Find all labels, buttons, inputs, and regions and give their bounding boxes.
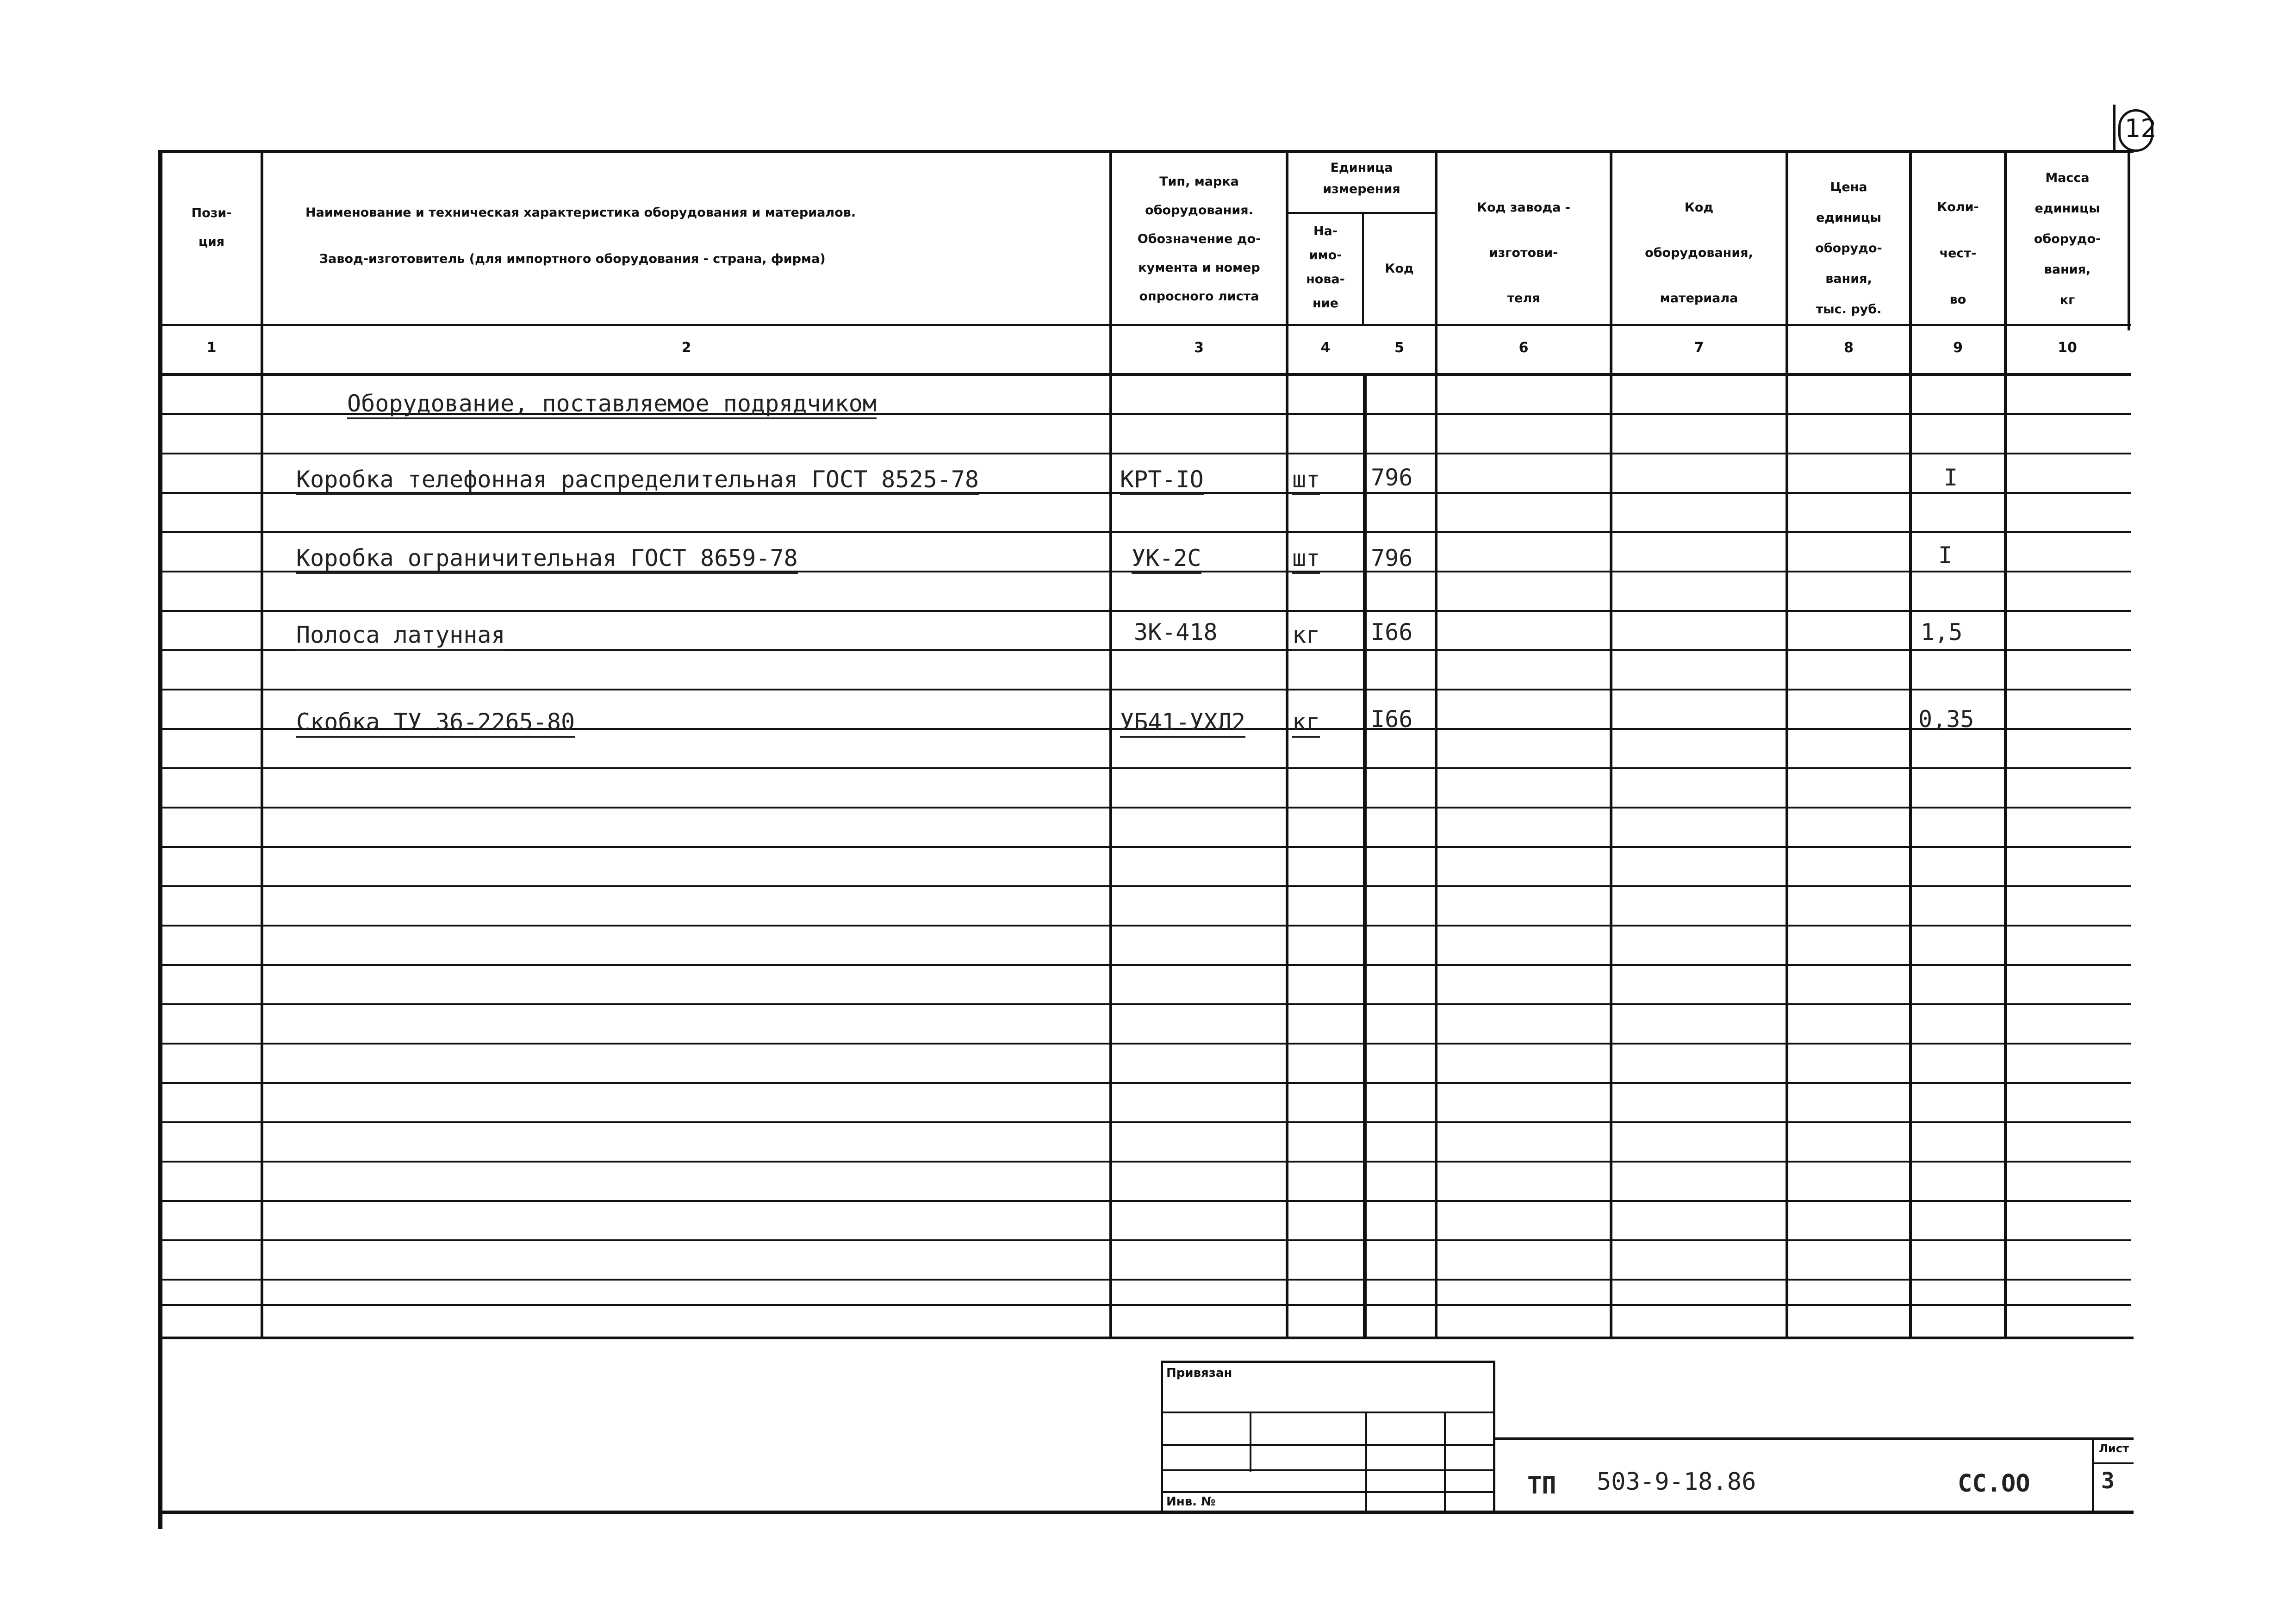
row-4-unit: кг <box>1292 708 1320 738</box>
col-number-9: 9 <box>1953 340 1963 356</box>
col-number-5: 5 <box>1394 340 1404 356</box>
row-2-type: УК-2С <box>1132 544 1201 574</box>
row-3-type: ЗК-418 <box>1134 619 1218 646</box>
header-mass: Масса единицы оборудо- вания, кг <box>2034 171 2101 307</box>
row-2-code: 796 <box>1371 545 1413 572</box>
doc-code: СС.ОО <box>1958 1470 2030 1498</box>
col-number-4: 4 <box>1320 340 1331 356</box>
page-mark-number: 12 <box>2125 114 2157 143</box>
header-equipment-code: Код оборудования, материала <box>1645 200 1753 305</box>
row-1-type: КРТ-IO <box>1120 466 1204 495</box>
col-number-10: 10 <box>2058 340 2077 356</box>
row-4-code: I66 <box>1371 706 1413 733</box>
row-2-qty: I <box>1938 542 1953 569</box>
row-1-name: Коробка телефонная распределительная ГОСТ 8525-78 <box>296 466 979 495</box>
header-name: Наименование и техническая характеристика оборудования и материалов. Завод-изготовитель (для импортного оборудования - страна, фирма) <box>305 205 856 266</box>
col-number-7: 7 <box>1694 340 1704 356</box>
col-number-6: 6 <box>1518 340 1529 356</box>
row-1-qty: I <box>1944 464 1958 491</box>
doc-number: 503-9-18.86 <box>1597 1468 1756 1496</box>
row-4-type: УБ41-УХЛ2 <box>1120 708 1245 738</box>
header-unit-group: Единица измерения <box>1323 161 1400 196</box>
bound-label: Привязан <box>1166 1366 1232 1380</box>
inventory-label: Инв. № <box>1166 1495 1216 1509</box>
header-price: Цена единицы оборудо- вания, тыс. руб. <box>1815 180 1882 317</box>
header-unit-name: На- имо- нова- ние <box>1306 224 1345 311</box>
row-4-name: Скобка ТУ 36-2265-80 <box>296 708 575 738</box>
row-3-unit: кг <box>1292 621 1320 651</box>
sheet-label: Лист <box>2099 1442 2129 1455</box>
row-2-unit: шт <box>1292 544 1320 574</box>
col-number-8: 8 <box>1844 340 1854 356</box>
row-4-qty: 0,35 <box>1918 706 1974 733</box>
doc-prefix: ТП <box>1527 1472 1556 1499</box>
row-1-code: 796 <box>1371 464 1413 491</box>
row-3-qty: 1,5 <box>1921 619 1963 646</box>
row-3-name: Полоса латунная <box>296 621 505 651</box>
sheet-number: 3 <box>2101 1468 2115 1494</box>
col-number-2: 2 <box>681 340 691 356</box>
row-1-unit: шт <box>1292 466 1320 495</box>
header-unit-code: Код <box>1385 261 1414 276</box>
col-number-1: 1 <box>206 340 217 356</box>
row-3-code: I66 <box>1371 619 1413 646</box>
header-quantity: Коли- чест- во <box>1937 200 1979 307</box>
header-position: Пози- ция <box>191 206 232 249</box>
section-title: Оборудование, поставляемое подрядчиком <box>347 390 877 419</box>
header-type: Тип, марка оборудования. Обозначение до- кумента и номер опросного листа <box>1137 174 1261 304</box>
col-number-3: 3 <box>1194 340 1204 356</box>
row-2-name: Коробка ограничительная ГОСТ 8659-78 <box>296 544 798 574</box>
header-manufacturer-code: Код завода - изготови- теля <box>1477 200 1570 305</box>
